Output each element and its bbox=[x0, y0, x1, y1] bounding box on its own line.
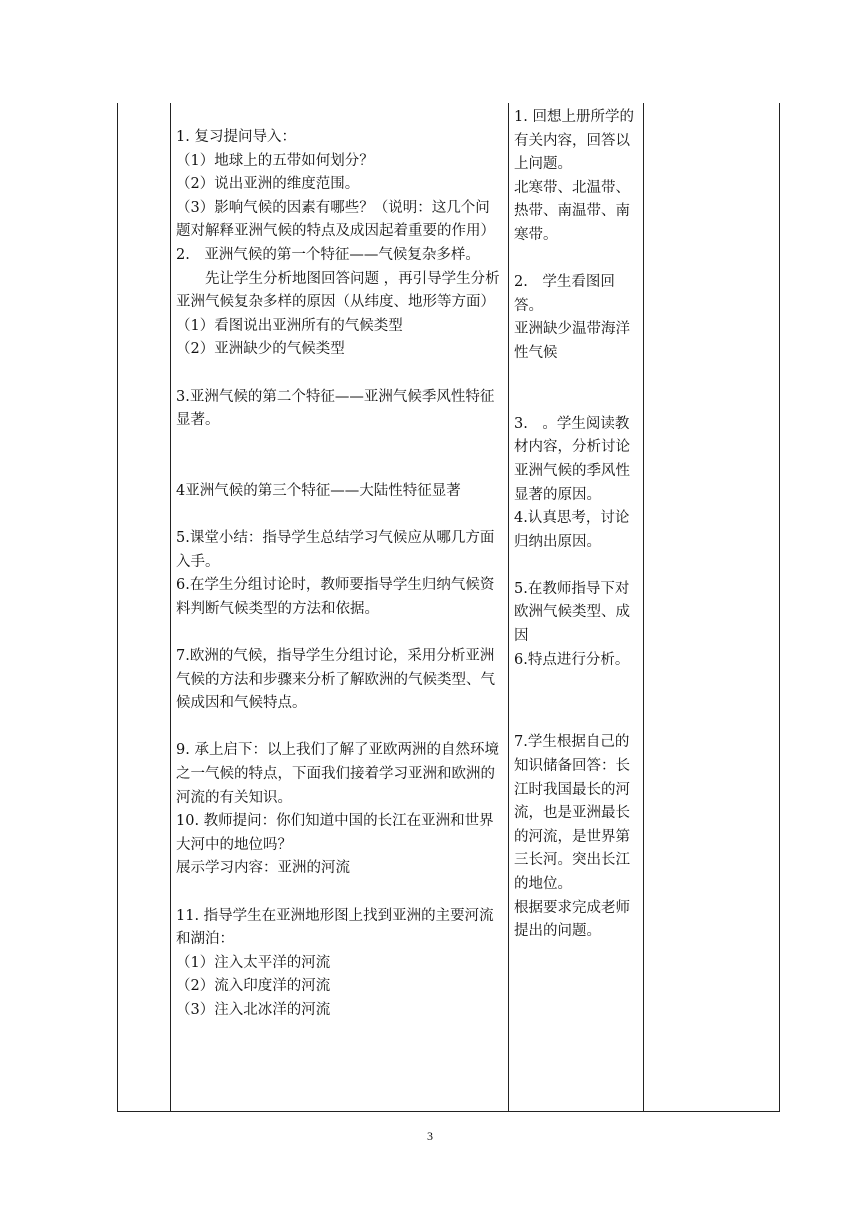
student-spacer bbox=[514, 696, 638, 720]
teacher-line: 展示学习内容：亚洲的河流 bbox=[176, 860, 350, 877]
teacher-line: （2）亚洲缺少的气候类型 bbox=[176, 341, 345, 358]
student-spacer bbox=[514, 248, 638, 272]
teacher-line: 先让学生分析地图回答问题 ，再引导学生分析亚洲气候复杂多样的原因（从纬度、地形等方面） bbox=[176, 270, 500, 311]
table-divider-3 bbox=[643, 103, 644, 1112]
teacher-spacer bbox=[176, 881, 504, 905]
teacher-line: 1. 复习提问导入： bbox=[176, 129, 296, 145]
teacher-line: （1）地球上的五带如何划分？ bbox=[176, 152, 374, 169]
student-line: 3. 。学生阅读教材内容，分析讨论亚洲气候的季风性显著的原因。 bbox=[514, 415, 630, 503]
teacher-line: （3）影响气候的因素有哪些？（说明：这几个问题对解释亚洲气候的特点及成因起着重要的作用） bbox=[176, 199, 495, 240]
teacher-line: 10. 教师提问：你们知道中国的长江在亚洲和世界大河中的地位吗？ bbox=[176, 813, 494, 853]
table-border-bottom bbox=[117, 1111, 780, 1112]
student-spacer bbox=[514, 672, 638, 696]
teacher-line: （2）流入印度洋的河流 bbox=[176, 978, 331, 995]
teacher-line: （3）注入北冰洋的河流 bbox=[176, 1001, 331, 1018]
teacher-spacer bbox=[176, 621, 504, 645]
teacher-line: 6.在学生分组讨论时，教师要指导学生归纳气候资料判断气候类型的方法和依据。 bbox=[176, 577, 495, 617]
table-divider-1 bbox=[170, 103, 171, 1112]
student-line: 根据要求完成老师提出的问题。 bbox=[514, 899, 630, 940]
page-number: 3 bbox=[427, 1129, 433, 1143]
teacher-spacer bbox=[176, 362, 504, 386]
student-line: 北寒带、北温带、热带、南温带、南寒带。 bbox=[514, 179, 630, 243]
student-line: 4.认真思考，讨论归纳出原因。 bbox=[514, 510, 630, 550]
teacher-line: 2. 亚洲气候的第一个特征——气候复杂多样。 bbox=[176, 246, 480, 263]
teacher-line: （1）注入太平洋的河流 bbox=[176, 954, 331, 971]
teacher-activity-cell bbox=[176, 126, 504, 1023]
table-divider-2 bbox=[508, 103, 509, 1112]
student-line: 6.特点进行分析。 bbox=[514, 651, 630, 668]
teacher-spacer bbox=[176, 433, 504, 457]
teacher-line: 7.欧洲的气候，指导学生分组讨论，采用分析亚洲气候的方法和步骤来分析了解欧洲的气候类型、气候成因和气候特点。 bbox=[176, 648, 495, 712]
teacher-line: 3.亚洲气候的第二个特征——亚洲气候季风性特征显著。 bbox=[176, 388, 495, 429]
student-spacer bbox=[514, 366, 638, 390]
student-line: 7.学生根据自己的知识储备回答：长江时我国最长的河流，也是亚洲最长的河流，是世界第三长河。突出长江的地位。 bbox=[514, 734, 630, 892]
student-activity-cell bbox=[514, 106, 638, 944]
teacher-line: 9. 承上启下：以上我们了解了亚欧两洲的自然环境之一气候的特点，下面我们接着学习亚洲和欧洲的河流的有关知识。 bbox=[176, 742, 499, 806]
student-spacer bbox=[514, 389, 638, 413]
teacher-line: 4亚洲气候的第三个特征——大陆性特征显著 bbox=[176, 482, 461, 499]
student-line: 亚洲缺少温带海洋性气候 bbox=[514, 321, 630, 361]
table-border-right bbox=[779, 103, 780, 1112]
teacher-spacer bbox=[176, 456, 504, 480]
student-spacer bbox=[514, 554, 638, 578]
student-line: 5.在教师指导下对欧洲气候类型、成因 bbox=[514, 580, 630, 645]
student-spacer bbox=[514, 719, 638, 731]
teacher-line: （2）说出亚洲的维度范围。 bbox=[176, 176, 360, 193]
student-line: 2. 学生看图回答。 bbox=[514, 274, 615, 314]
teacher-spacer bbox=[176, 504, 504, 528]
teacher-line: 5.课堂小结：指导学生总结学习气候应从哪几方面入手。 bbox=[176, 530, 495, 570]
student-line: 1. 回想上册所学的有关内容，回答以上问题。 bbox=[514, 109, 634, 173]
teacher-line: 11. 指导学生在亚洲地形图上找到亚洲的主要河流和湖泊： bbox=[176, 907, 494, 948]
table-border-left bbox=[117, 103, 118, 1112]
teacher-line: （1）看图说出亚洲所有的气候类型 bbox=[176, 317, 403, 334]
teacher-spacer bbox=[176, 716, 504, 740]
